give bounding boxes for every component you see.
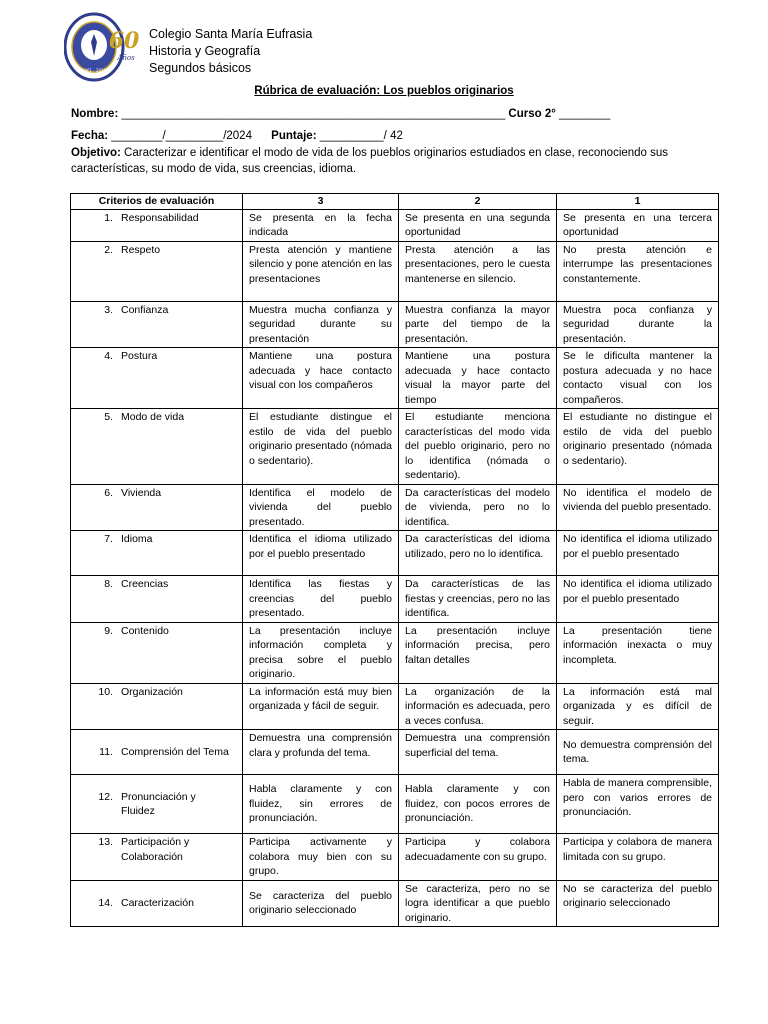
level-3-cell: Participa activamente y colabora muy bien con su grupo. [243, 834, 399, 881]
level-3-cell: Mantiene una postura adecuada y hace contacto visual con los compañeros [243, 348, 399, 409]
header-level-3: 3 [243, 194, 399, 210]
curso-blank[interactable]: ________ [555, 108, 611, 120]
criterion-name: Comprensión del Tema [121, 745, 229, 758]
level-1-cell: Se le dificulta mantener la postura adecuada y no hace contacto visual con los compañeros. [557, 348, 719, 409]
table-row [71, 683, 719, 730]
header-criteria: Criterios de evaluación [71, 194, 243, 210]
document-title: Rúbrica de evaluación: Los pueblos originarios [254, 85, 514, 97]
criterion-name: Pronunciación y Fluidez [121, 790, 196, 817]
level-1-cell: Se presenta en una tercera oportunidad [557, 209, 719, 241]
criterion-number: 7. [104, 533, 113, 545]
criterion-name: Modo de vida [121, 411, 185, 423]
level-1-cell: No identifica el modelo de vivienda del pueblo presentado. [557, 484, 719, 531]
level-1-cell: Habla de manera comprensible, pero con varios errores de pronunciación. [557, 775, 719, 834]
rubric-table [70, 193, 719, 927]
criterion-name: Postura [121, 350, 158, 362]
nombre-blank[interactable]: ____________________________________________________________ [118, 108, 506, 120]
objective-text: Caracterizar e identificar el modo de vida de los pueblos originarios estudiados en clase, reconociendo sus características, su modo de vida, sus creencias, idioma. [71, 147, 669, 175]
criterion-name: Responsabilidad [121, 211, 199, 224]
criterion-number: 11. [99, 745, 113, 758]
level-3-cell: La presentación incluye información completa y precisa sobre el pueblo originario. [243, 622, 399, 683]
table-row [71, 531, 719, 576]
criterion-number: 3. [104, 303, 113, 316]
fecha-label: Fecha: [71, 130, 109, 142]
level-1-cell: No se caracteriza del pueblo originario seleccionado [557, 880, 719, 927]
logo-sub: Años [117, 54, 135, 62]
criterion-cell [71, 834, 243, 881]
level-1-cell: El estudiante no distingue el estilo de vida del pueblo originario presentado (nómada o sedentario). [557, 409, 719, 485]
logo-badge: 60 [108, 28, 140, 54]
header-level-1: 1 [557, 194, 719, 210]
level-2-cell: Da características de las fiestas y creencias, pero no las identifica. [399, 576, 557, 623]
page-header [64, 12, 464, 82]
criterion-number: 6. [104, 486, 113, 499]
criterion-name: Vivienda [121, 486, 162, 499]
criterion-cell [71, 683, 243, 730]
puntaje-value[interactable]: __________/ 42 [316, 130, 403, 142]
level-3-cell: Se presenta en la fecha indicada [243, 209, 399, 241]
criterion-name: Idioma [121, 533, 153, 545]
level-3-cell: Presta atención y mantiene silencio y pone atención en las presentaciones [243, 241, 399, 301]
table-row [71, 576, 719, 623]
curso-label: Curso 2° [505, 108, 556, 120]
level-3-cell: Se caracteriza del pueblo originario seleccionado [243, 880, 399, 927]
criterion-cell [71, 484, 243, 531]
level-2-cell: Muestra confianza la mayor parte del tiempo de la presentación. [399, 301, 557, 348]
date-score-line [71, 130, 403, 142]
criterion-cell [71, 622, 243, 683]
criterion-name: Confianza [121, 303, 169, 316]
table-row [71, 209, 719, 241]
level-2-cell: Presta atención a las presentaciones, pero le cuesta mantenerse en silencio. [399, 241, 557, 301]
criterion-name: Creencias [121, 578, 169, 590]
school-info [149, 26, 312, 77]
level-2-cell: Se presenta en una segunda oportunidad [399, 209, 557, 241]
header-level-2: 2 [399, 194, 557, 210]
criterion-name: Respeto [121, 243, 161, 256]
level-2-cell: La organización de la información es adecuada, pero a veces confusa. [399, 683, 557, 730]
level-2-cell: Da características del modelo de vivienda, pero no lo identifica. [399, 484, 557, 531]
criterion-cell [71, 348, 243, 409]
criterion-cell [71, 730, 243, 775]
criterion-number: 4. [104, 350, 113, 362]
level-2-cell: Demuestra una comprensión superficial del tema. [399, 730, 557, 775]
puntaje-label: Puntaje: [271, 130, 317, 142]
criterion-name: Participación y Colaboración [121, 836, 190, 863]
nombre-label: Nombre: [71, 108, 119, 120]
table-row [71, 301, 719, 348]
table-row [71, 348, 719, 409]
criterion-cell [71, 576, 243, 623]
level-1-cell: No identifica el idioma utilizado por el pueblo presentado [557, 531, 719, 576]
objective [71, 146, 719, 177]
level-2-cell: Participa y colabora adecuadamente con su grupo. [399, 834, 557, 881]
table-header-row [71, 194, 719, 210]
level-2-cell: El estudiante menciona características del modo vida del pueblo originario, pero no lo identifica (nómada o sedentario). [399, 409, 557, 485]
level-2-cell: Se caracteriza, pero no se logra identificar a que pueblo originario. [399, 880, 557, 927]
level-1-cell: No identifica el idioma utilizado por el pueblo presentado [557, 576, 719, 623]
level-1-cell: La presentación tiene información inexacta o muy incompleta. [557, 622, 719, 683]
table-row [71, 775, 719, 834]
criterion-cell [71, 409, 243, 485]
level-3-cell: Habla claramente y con fluidez, sin errores de pronunciación. [243, 775, 399, 834]
criterion-cell [71, 209, 243, 241]
level-2-cell: Mantiene una postura adecuada y hace contacto visual la mayor parte del tiempo [399, 348, 557, 409]
level-1-cell: Muestra poca confianza y seguridad durante la presentación. [557, 301, 719, 348]
table-row [71, 730, 719, 775]
criterion-cell [71, 241, 243, 301]
level-3-cell: Identifica el idioma utilizado por el pueblo presentado [243, 531, 399, 576]
level-3-cell: Identifica las fiestas y creencias del pueblo presentado. [243, 576, 399, 623]
school-name: Colegio Santa María Eufrasia [149, 27, 313, 41]
table-row [71, 880, 719, 927]
criterion-number: 5. [104, 411, 113, 423]
criterion-cell [71, 301, 243, 348]
criterion-name: Contenido [121, 624, 169, 637]
level-3-cell: Identifica el modelo de vivienda del pueblo presentado. [243, 484, 399, 531]
school-crest-icon [64, 12, 142, 82]
criterion-number: 14. [98, 897, 113, 909]
name-course-line [71, 108, 610, 120]
criterion-name: Organización [121, 685, 183, 698]
subject-name: Historia y Geografía [149, 44, 261, 58]
level-1-cell: Participa y colabora de manera limitada con su grupo. [557, 834, 719, 881]
criterion-number: 1. [104, 211, 113, 224]
level-1-cell: La información está mal organizada y es difícil de seguir. [557, 683, 719, 730]
table-row [71, 622, 719, 683]
grade-level: Segundos básicos [149, 61, 252, 75]
criterion-number: 12. [98, 790, 113, 803]
level-1-cell: No demuestra comprensión del tema. [557, 730, 719, 775]
level-2-cell: La presentación incluye información precisa, pero faltan detalles [399, 622, 557, 683]
criterion-cell [71, 775, 243, 834]
level-3-cell: El estudiante distingue el estilo de vida del pueblo originario presentado (nómada o sedentario). [243, 409, 399, 485]
level-2-cell: Habla claramente y con fluidez, con pocos errores de pronunciación. [399, 775, 557, 834]
level-3-cell: Muestra mucha confianza y seguridad durante su presentación [243, 301, 399, 348]
criterion-number: 8. [104, 578, 113, 590]
criterion-cell [71, 880, 243, 927]
level-3-cell: La información está muy bien organizada y fácil de seguir. [243, 683, 399, 730]
table-row [71, 834, 719, 881]
fecha-value[interactable]: ________/_________/2024 [108, 130, 252, 142]
criterion-number: 2. [104, 243, 113, 256]
criterion-cell [71, 531, 243, 576]
level-3-cell: Demuestra una comprensión clara y profunda del tema. [243, 730, 399, 775]
table-row [71, 484, 719, 531]
criterion-number: 10. [98, 685, 113, 698]
table-row [71, 241, 719, 301]
criterion-number: 9. [104, 624, 113, 637]
objective-label: Objetivo: [71, 147, 121, 159]
logo-years: 1961 · 2021 [81, 68, 107, 73]
table-row [71, 409, 719, 485]
level-2-cell: Da características del idioma utilizado, pero no lo identifica. [399, 531, 557, 576]
criterion-number: 13. [98, 836, 113, 848]
criterion-name: Caracterización [121, 897, 194, 909]
level-1-cell: No presta atención e interrumpe las presentaciones constantemente. [557, 241, 719, 301]
